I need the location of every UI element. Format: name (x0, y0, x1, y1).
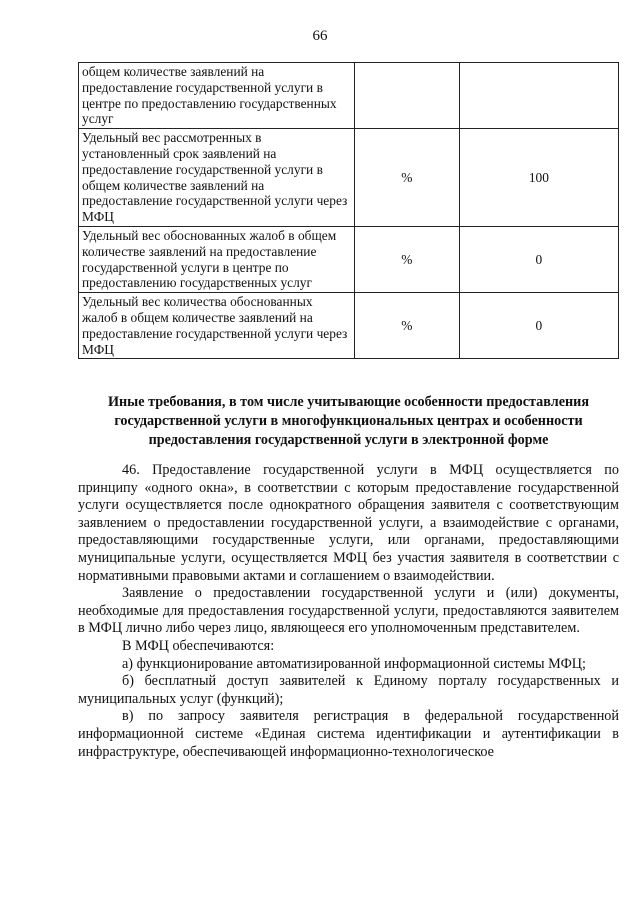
indicator-name-cell: Удельный вес рассмотренных в установленный срок заявлений на предоставление государственной услуги в общем количестве заявлений на предоставление государственной услуги через МФЦ (79, 129, 355, 227)
paragraph: а) функционирование автоматизированной информационной системы МФЦ; (122, 655, 586, 672)
body-text (78, 462, 619, 761)
table-row (79, 129, 619, 227)
paragraph: 46. Предоставление государственной услуги в МФЦ осуществляется по принципу «одного окна», в соответствии с которым предоставление государственной услуги осуществляется после однократного обращения заявителя с соответствующим заявлением о предоставлении государственной услуги, а взаимодействие с органами, предоставляющими государственные услуги, или органами, предоставляющими муниципальные услуги, осуществляется МФЦ без участия заявителя в соответствии с нормативными правовыми актами и соглашением о взаимодействии. (78, 462, 619, 584)
value-cell: 0 (459, 226, 618, 292)
table-row (79, 293, 619, 359)
value-cell (459, 63, 618, 129)
table-row (79, 226, 619, 292)
paragraph: в) по запросу заявителя регистрация в федеральной государственной информационной системе «Единая система идентификации и аутентификации в инфраструктуре, обеспечивающей информационно-технологическое (78, 708, 619, 760)
table-row (79, 63, 619, 129)
paragraph: Заявление о предоставлении государственной услуги и (или) документы, необходимые для предоставления государственной услуги, предоставляются заявителем в МФЦ лично либо через лицо, являющееся его уполномоченным представителем. (78, 585, 619, 637)
metrics-table (78, 62, 619, 359)
indicator-name-cell: Удельный вес обоснованных жалоб в общем количестве заявлений на предоставление государственной услуги в центре по предоставлению государственных услуг (79, 226, 355, 292)
unit-cell (354, 63, 459, 129)
unit-cell: % (354, 226, 459, 292)
value-cell: 100 (459, 129, 618, 227)
value-cell: 0 (459, 293, 618, 359)
paragraph: В МФЦ обеспечиваются: (122, 637, 275, 654)
section-heading: Иные требования, в том числе учитывающие особенности предоставления государственной услуги в многофункциональных центрах и особенности предоставления государственной услуги в электронной форме (107, 394, 590, 448)
page-number: 66 (312, 28, 328, 44)
indicator-name-cell: Удельный вес количества обоснованных жалоб в общем количестве заявлений на предоставление государственной услуги через МФЦ (79, 293, 355, 359)
unit-cell: % (354, 293, 459, 359)
unit-cell: % (354, 129, 459, 227)
indicator-name-cell: общем количестве заявлений на предоставление государственной услуги в центре по предоставлению государственных услуг (79, 63, 355, 129)
paragraph: б) бесплатный доступ заявителей к Единому порталу государственных и муниципальных услуг (функций); (78, 673, 619, 707)
